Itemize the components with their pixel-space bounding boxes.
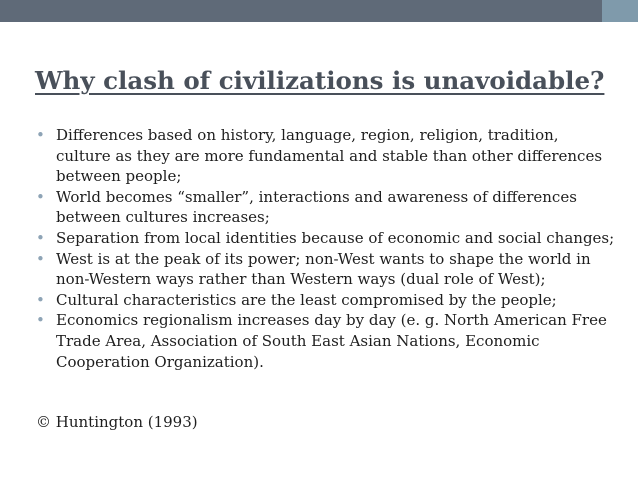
bullet-list [36,125,616,372]
bullet-item [36,125,616,187]
slide-title: Why clash of civilizations is unavoidable? [35,66,605,95]
bullet-text: Cultural characteristics are the least compromised by the people; [56,290,557,309]
bullet-item [36,290,616,311]
bullet-dot-icon: • [36,311,45,330]
bullet-dot-icon: • [36,290,45,309]
bullet-dot-icon: • [36,249,45,268]
bullet-dot-icon: • [36,126,45,144]
citation: © Huntington (1993) [36,413,198,431]
bullet-item [36,187,616,228]
bullet-text: Differences based on history, language, region, religion, tradition, culture as they are more fundamental and stable than other differences between people; [56,126,603,186]
bullet-item [36,249,616,290]
bullet-item [36,228,616,249]
top-corner-accent [602,0,638,22]
bullet-text: Separation from local identities because of economic and social changes; [56,228,615,247]
bullet-dot-icon: • [36,228,45,247]
top-header-bar [0,0,638,22]
bullet-dot-icon: • [36,187,45,206]
bullet-item [36,310,616,372]
bullet-text: Economics regionalism increases day by day (e. g. North American Free Trade Area, Association of South East Asian Nations, Economic Cooperation Organization). [56,311,607,371]
bullet-text: World becomes “smaller”, interactions and awareness of differences between cultures increases; [56,187,577,227]
bullet-text: West is at the peak of its power; non-West wants to shape the world in non-Western ways rather than Western ways (dual role of West); [56,249,591,289]
